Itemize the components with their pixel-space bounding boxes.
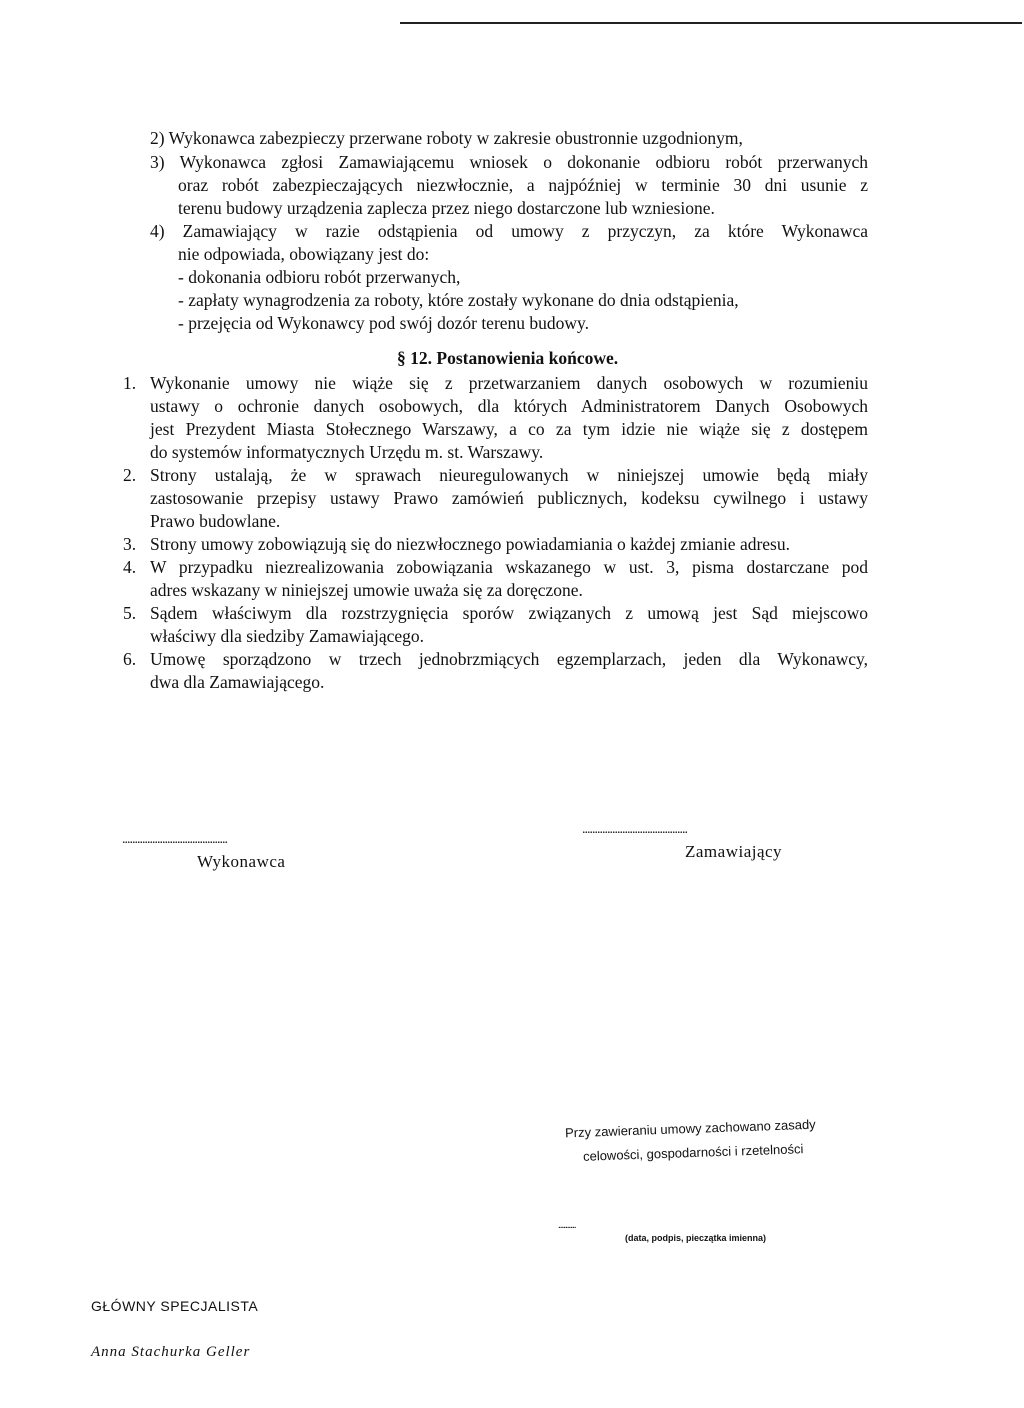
item-line: Prawo budowlane. [150,511,281,531]
stamp-caption: (data, podpis, pieczątka imienna) [625,1233,767,1243]
top-rule [400,22,1022,24]
clause-4-bullet: - dokonania odbioru robót przerwanych, [178,267,461,287]
item-line: W przypadku niezrealizowania zobowiązania wskazanego w ust. 3, pisma dostarczane pod [150,557,868,577]
stamp-line: Przy zawieraniu umowy zachowano zasady [564,1116,816,1141]
stamp-signature-line: .......... [558,1219,576,1231]
item-line: właściwy dla siedziby Zamawiającego. [150,626,425,646]
item-line: Strony umowy zobowiązują się do niezwłocznego powiadamiania o każdej zmianie adresu. [150,534,790,554]
clause-4-bullet: - przejęcia od Wykonawcy pod swój dozór terenu budowy. [178,313,590,333]
item-line: Wykonanie umowy nie wiąże się z przetwarzaniem danych osobowych w rozumieniu [150,373,868,393]
item-line: dwa dla Zamawiającego. [150,672,325,692]
item-line: adres wskazany w niniejszej umowie uważa się za doręczone. [150,580,583,600]
signature-label-client: Zamawiający [685,842,783,861]
clause-4-bullet: - zapłaty wynagrodzenia za roboty, które zostały wykonane do dnia odstąpienia, [178,290,739,310]
signature-line-contractor: .......................................... [122,832,227,847]
item-number: 3. [123,534,137,554]
item-line: Umowę sporządzono w trzech jednobrzmiących egzemplarzach, jeden dla Wykonawcy, [150,649,868,669]
item-number: 2. [123,465,137,485]
item-line: zastosowanie przepisy ustawy Prawo zamówień publicznych, kodeksu cywilnego i ustawy [150,488,868,508]
item-line: Sądem właściwym dla rozstrzygnięcia sporów związanych z umową jest Sąd miejscowo [150,603,868,623]
item-number: 1. [123,373,137,393]
signature-line-client: .......................................... [582,822,687,837]
stamp-line: celowości, gospodarności i rzetelności [582,1141,804,1164]
specialist-name: Anna Stachurka Geller [91,1344,251,1360]
item-line: ustawy o ochronie danych osobowych, dla których Administratorem Danych Osobowych [150,396,868,416]
item-number: 6. [123,649,137,669]
section-heading: § 12. Postanowienia końcowe. [397,348,619,368]
clause-3-line: oraz robót zabezpieczających niezwłocznie, a najpóźniej w terminie 30 dni usunie z [178,175,868,195]
specialist-title: GŁÓWNY SPECJALISTA [91,1298,259,1314]
item-line: do systemów informatycznych Urzędu m. st. Warszawy. [150,442,544,462]
clause-3-line: 3) Wykonawca zgłosi Zamawiającemu wniosek o dokonanie odbioru robót przerwanych [150,152,868,172]
item-line: jest Prezydent Miasta Stołecznego Warszawy, a co za tym idzie nie wiąże się z dostępem [150,419,868,439]
item-number: 4. [123,557,137,577]
clause-3-line: terenu budowy urządzenia zaplecza przez niego dostarczone lub wzniesione. [178,198,715,218]
item-line: Strony ustalają, że w sprawach nieuregulowanych w niniejszej umowie będą miały [150,465,868,485]
clause-4-line: nie odpowiada, obowiązany jest do: [178,244,430,264]
clause-4-line: 4) Zamawiający w razie odstąpienia od umowy z przyczyn, za które Wykonawca [150,221,868,241]
clause-2: 2) Wykonawca zabezpieczy przerwane roboty w zakresie obustronnie uzgodnionym, [150,128,743,148]
item-number: 5. [123,603,137,623]
signature-label-contractor: Wykonawca [197,852,286,871]
